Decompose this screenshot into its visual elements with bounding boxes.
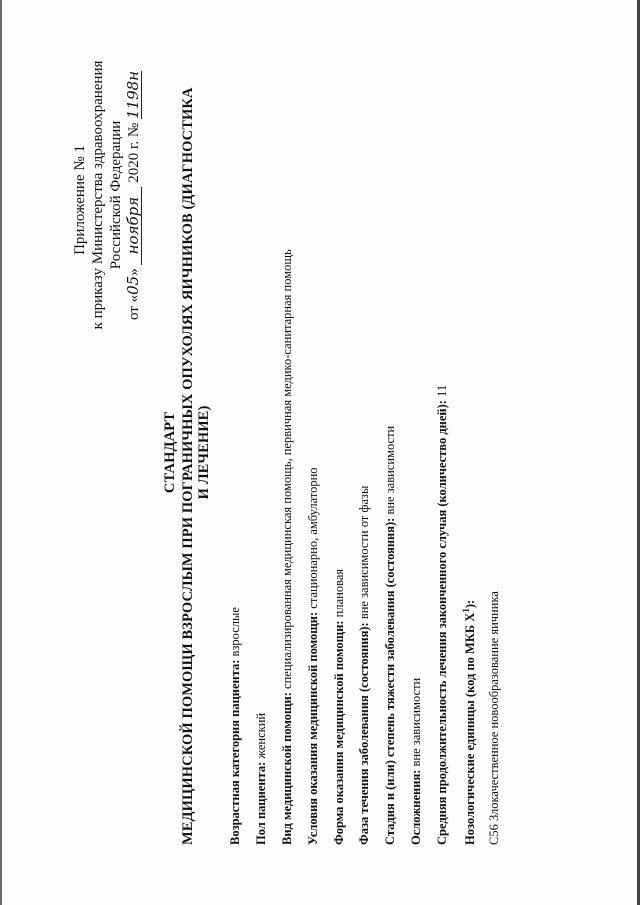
- appendix-order-line: к приказу Министерства здравоохранения: [90, 60, 106, 330]
- field-sex: Пол пациента: женский: [254, 712, 268, 845]
- title-end: И ЛЕЧЕНИЕ): [196, 405, 212, 500]
- field-icd-code: C56 Злокачественное новообразование яичника: [487, 591, 501, 845]
- title-main: МЕДИЦИНСКОЙ ПОМОЩИ ВЗРОСЛЫМ ПРИ ПОГРАНИЧНЫХ ОПУХОЛЯХ ЯИЧНИКОВ (ДИАГНОСТИКА: [180, 87, 196, 845]
- field-disease-stage: Стадия и (или) степень тяжести заболевания (состояния): вне зависимости: [383, 425, 397, 845]
- field-care-conditions: Условия оказания медицинской помощи: стационарно, амбулаторно: [306, 467, 320, 845]
- handwritten-month: ноября: [125, 187, 142, 265]
- field-care-form: Форма оказания медицинской помощи: плановая: [332, 568, 346, 845]
- field-nosological-units: Нозологические единицы (код по МКБ $X^1$):: [461, 599, 478, 845]
- appendix-ministry-line: Российской Федерации: [108, 120, 124, 270]
- appendix-date-line: от «05» ноября 2020 г. № 1198н: [124, 70, 142, 320]
- handwritten-order-number: 1198н: [124, 70, 142, 120]
- field-care-type: Вид медицинской помощи: специализированная медицинская помощь, первичная медико-санитарная помощь: [280, 249, 294, 845]
- field-treatment-duration: Средняя продолжительность лечения законченного случая (количество дней): 11: [435, 384, 449, 845]
- field-age-category: Возрастная категория пациента: взрослые: [228, 607, 242, 845]
- field-disease-phase: Фаза течения заболевания (состояния): вне зависимости от фазы: [357, 485, 371, 845]
- title-standard: СТАНДАРТ: [162, 411, 178, 494]
- appendix-number: Приложение № 1: [72, 145, 88, 255]
- field-complications: Осложнения: вне зависимости: [409, 677, 423, 845]
- handwritten-day: 05: [124, 275, 142, 295]
